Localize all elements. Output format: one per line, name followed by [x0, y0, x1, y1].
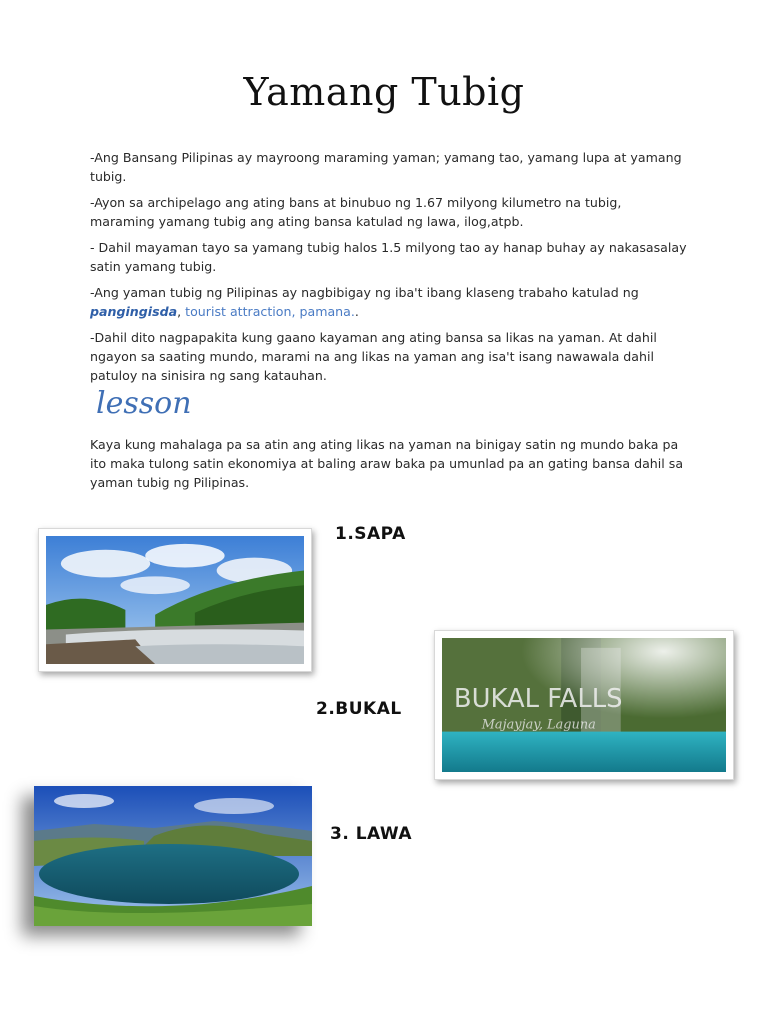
- paragraph-4-link[interactable]: tourist attraction, pamana.: [185, 304, 355, 319]
- paragraph-2: -Ayon sa archipelago ang ating bans at binubuo ng 1.67 milyong kilumetro na tubig, maraming yamang tubig ang ating bansa katulad ng lawa, ilog,atpb.: [90, 195, 622, 229]
- paragraph-4-end: .: [354, 304, 359, 319]
- label-bukal: 2.BUKAL: [316, 699, 402, 719]
- sapa-photo: [38, 528, 312, 672]
- lawa-photo: [34, 786, 312, 926]
- lesson-heading: lesson: [96, 386, 192, 421]
- paragraph-5: -Dahil dito nagpapakita kung gaano kayaman ang ating bansa sa likas na yaman. At dahil ngayon sa saating mundo, marami na ang likas na yaman ang isa't isang nawawala dahil patuloy na sinisira ng sang katauhan.: [90, 330, 657, 383]
- bukal-photo: [434, 630, 734, 780]
- paragraph-4-bold: pangingisda: [90, 304, 178, 319]
- sapa-image: [46, 536, 304, 664]
- lawa-image: [34, 786, 312, 926]
- bukal-location-text: Majayjay, Laguna: [481, 717, 596, 733]
- paragraph-6: Kaya kung mahalaga pa sa atin ang ating likas na yaman na binigay satin ng mundo baka pa ito maka tulong satin ekonomiya at baling araw baka pa umunlad pa an gating bansa dahil sa yaman tubig ng Pilipinas.: [90, 437, 684, 490]
- page-title: Yamang Tubig: [243, 70, 525, 114]
- label-sapa: 1.SAPA: [335, 524, 406, 544]
- paragraph-4: [90, 283, 690, 321]
- label-lawa: 3. LAWA: [330, 824, 413, 844]
- paragraph-3: - Dahil mayaman tayo sa yamang tubig halos 1.5 milyong tao ay hanap buhay ay nakasasalay satin yamang tubig.: [90, 240, 687, 274]
- paragraph-4-comma: ,: [177, 304, 186, 319]
- bukal-image: [442, 638, 726, 772]
- paragraph-4-text: -Ang yaman tubig ng Pilipinas ay nagbibigay ng iba't ibang klaseng trabaho katulad ng: [90, 285, 639, 300]
- bukal-falls-text: BUKAL FALLS: [453, 684, 623, 714]
- paragraph-1: -Ang Bansang Pilipinas ay mayroong maraming yaman; yamang tao, yamang lupa at yamang tubig.: [90, 150, 682, 184]
